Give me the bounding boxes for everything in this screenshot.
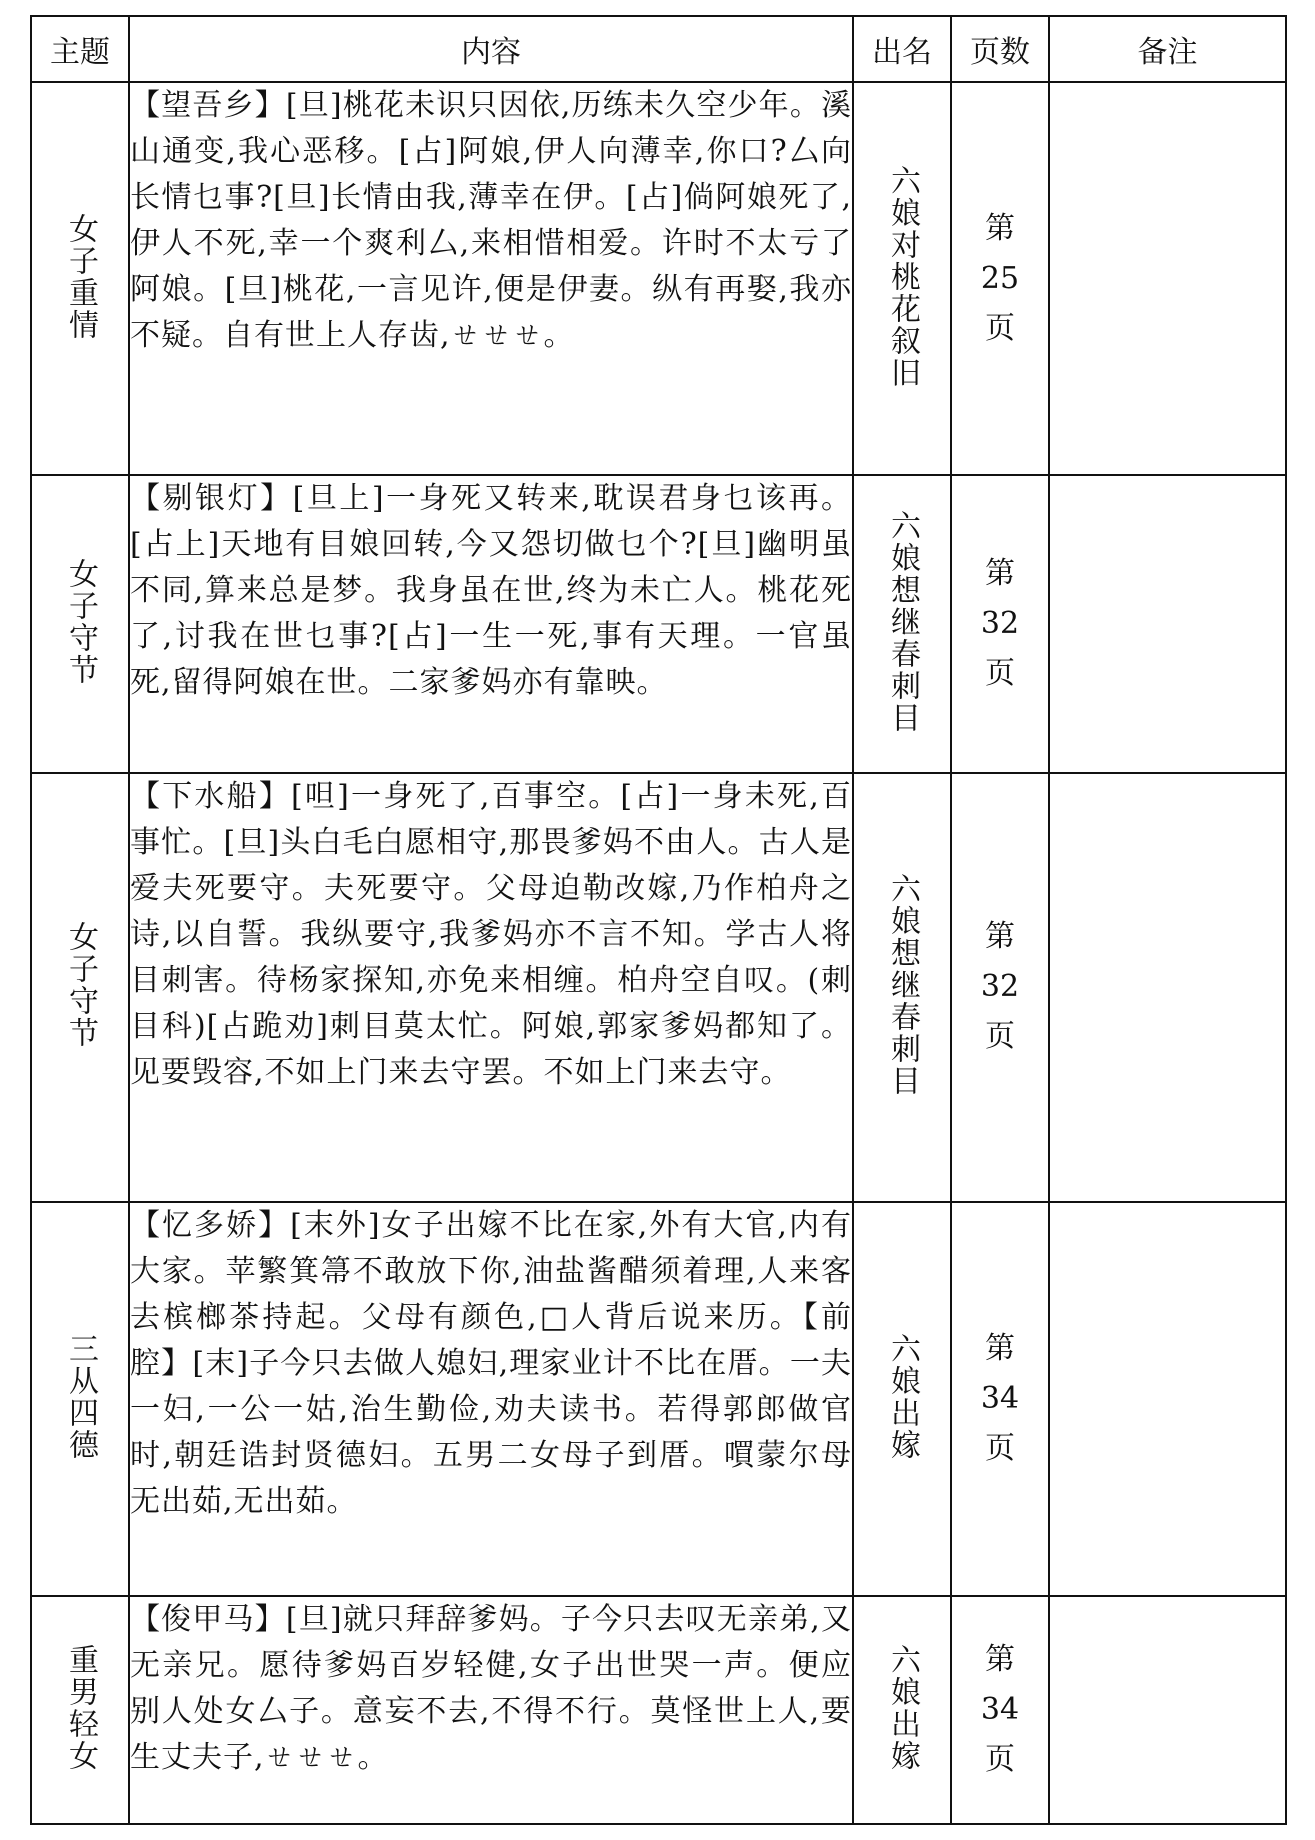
page-cell (951, 475, 1049, 773)
page-cell (951, 773, 1049, 1201)
page-suffix: 页 (985, 1741, 1015, 1777)
page-prefix: 第 (985, 1641, 1015, 1677)
page-number: 34 (980, 1691, 1020, 1727)
page-prefix: 第 (985, 556, 1015, 592)
page-cell (951, 1596, 1049, 1824)
content-cell: 【忆多娇】[末外]女子出嫁不比在家,外有大官,内有大家。苹繁箕箒不敢放下你,油盐酱醋须着理,人来客去槟榔茶持起。父母有颜色,□人背后说来历。【前腔】[末]子今只去做人媳妇,理家业计不比在厝。一夫一妇,一公一姑,治生勤俭,劝夫读书。若得郭郎做官时,朝廷诰封贤德妇。五男二女母子到厝。嘪蒙尔母无出茹,无出茹。 (129, 1202, 853, 1596)
play-cell (853, 82, 951, 475)
theme-text: 女子重情 (63, 212, 98, 341)
note-cell (1049, 1202, 1286, 1596)
theme-text: 三从四德 (63, 1332, 98, 1461)
header-content: 内容 (129, 16, 853, 82)
table-row (31, 1202, 1286, 1596)
page-prefix: 第 (985, 210, 1015, 246)
play-cell (853, 475, 951, 773)
page-number: 34 (980, 1380, 1020, 1416)
page-prefix: 第 (985, 919, 1015, 955)
note-cell (1049, 773, 1286, 1201)
theme-cell (31, 475, 129, 773)
page-suffix: 页 (985, 310, 1015, 346)
header-note: 备注 (1049, 16, 1286, 82)
content-cell: 【剔银灯】[旦上]一身死又转来,耽误君身乜该再。[占上]天地有目娘回转,今又怨切做乜个?[旦]幽明虽不同,算来总是梦。我身虽在世,终为未亡人。桃花死了,讨我在世乜事?[占]一生一死,事有天理。一官虽死,留得阿娘在世。二家爹妈亦有靠映。 (129, 475, 853, 773)
play-text: 六娘想继春刺目 (885, 510, 920, 735)
play-cell (853, 1202, 951, 1596)
header-theme: 主题 (31, 16, 129, 82)
theme-cell (31, 1596, 129, 1824)
page-number: 25 (980, 260, 1020, 296)
page-cell (951, 1202, 1049, 1596)
page-number: 32 (980, 606, 1020, 642)
table-header-row (31, 16, 1286, 82)
theme-cell (31, 82, 129, 475)
table-row (31, 773, 1286, 1201)
theme-cell (31, 773, 129, 1201)
content-cell: 【下水船】[呾]一身死了,百事空。[占]一身未死,百事忙。[旦]头白毛白愿相守,那畏爹妈不由人。古人是爱夫死要守。夫死要守。父母迫勒改嫁,乃作柏舟之诗,以自誓。我纵要守,我爹妈亦不言不知。学古人将目刺害。待杨家探知,亦免来相缠。柏舟空自叹。(刺目科)[占跪劝]刺目莫太忙。阿娘,郭家爹妈都知了。见要毁容,不如上门来去守罢。不如上门来去守。 (129, 773, 853, 1201)
content-cell: 【望吾乡】[旦]桃花未识只因依,历练未久空少年。溪山通变,我心恶移。[占]阿娘,伊人向薄幸,你口?厶向长情乜事?[旦]长情由我,薄幸在伊。[占]倘阿娘死了,伊人不死,幸一个爽利厶,来相惜相爱。许时不太亏了阿娘。[旦]桃花,一言见许,便是伊妻。纵有再娶,我亦不疑。自有世上人存齿,ㄝㄝㄝ。 (129, 82, 853, 475)
table-row (31, 475, 1286, 773)
note-cell (1049, 82, 1286, 475)
header-page: 页数 (951, 16, 1049, 82)
page-suffix: 页 (985, 656, 1015, 692)
page-cell (951, 82, 1049, 475)
header-play: 出名 (853, 16, 951, 82)
table-row (31, 82, 1286, 475)
page-prefix: 第 (985, 1330, 1015, 1366)
table-row (31, 1596, 1286, 1824)
play-text: 六娘想继春刺目 (885, 873, 920, 1098)
theme-text: 重男轻女 (63, 1643, 98, 1772)
opera-theme-table (30, 15, 1287, 1825)
play-cell (853, 773, 951, 1201)
page-suffix: 页 (985, 1430, 1015, 1466)
play-text: 六娘对桃花叙旧 (885, 164, 920, 389)
play-text: 六娘出嫁 (885, 1332, 920, 1461)
play-cell (853, 1596, 951, 1824)
note-cell (1049, 475, 1286, 773)
note-cell (1049, 1596, 1286, 1824)
play-text: 六娘出嫁 (885, 1643, 920, 1772)
page-number: 32 (980, 969, 1020, 1005)
page-suffix: 页 (985, 1019, 1015, 1055)
theme-text: 女子守节 (63, 558, 98, 687)
theme-text: 女子守节 (63, 921, 98, 1050)
theme-cell (31, 1202, 129, 1596)
content-cell: 【俊甲马】[旦]就只拜辞爹妈。子今只去叹无亲弟,又无亲兄。愿待爹妈百岁轻健,女子出世哭一声。便应别人处女厶子。意妄不去,不得不行。莫怪世上人,要生丈夫子,ㄝㄝㄝ。 (129, 1596, 853, 1824)
